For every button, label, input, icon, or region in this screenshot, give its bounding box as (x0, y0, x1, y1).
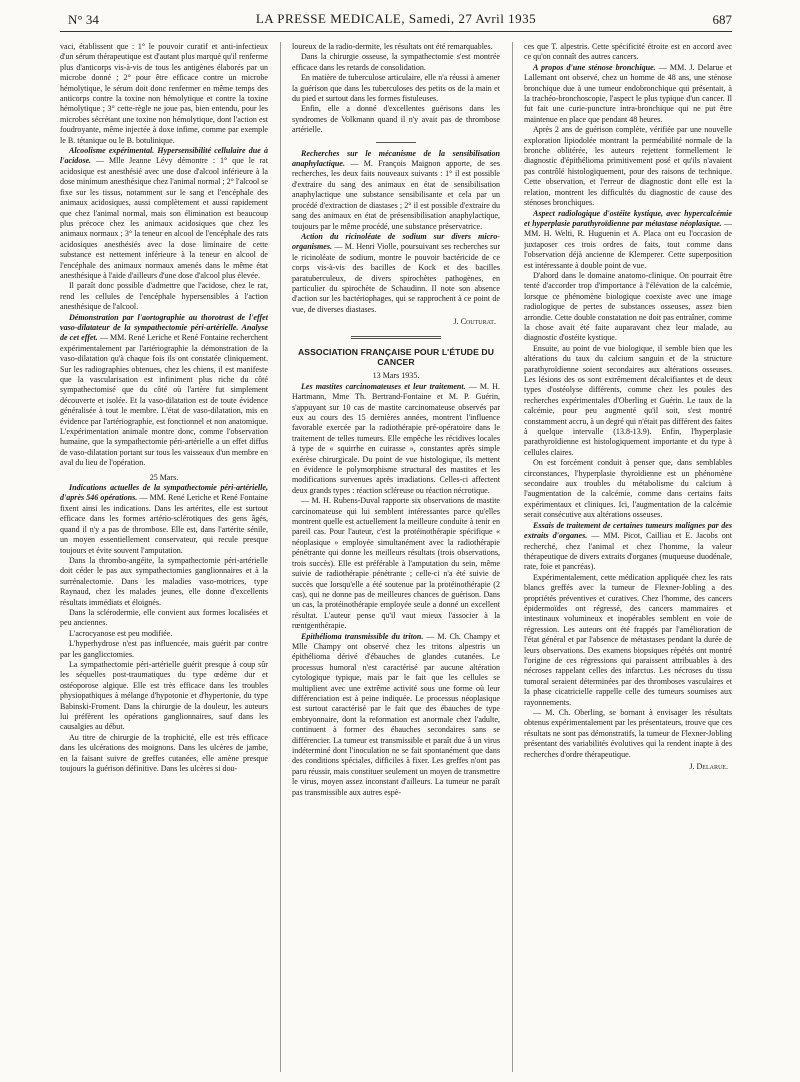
body-paragraph: L'hyperhydrose n'est pas influencée, mais guérit par contre par les ganglicctomies. (60, 639, 268, 659)
abstract-paragraph (60, 146, 268, 281)
body-paragraph: Au titre de chirurgie de la trophicité, elle est très efficace dans les ulcérations des moignons. Dans les ulcères de jambe, en la faisant suivre de greffes cutanées, elle amène presque toujours la guérison définitive. Dans les ulcères si dou- (60, 732, 268, 774)
body-paragraph: L'acrocyanose est peu modifiée. (69, 628, 173, 638)
section-heading: ASSOCIATION FRANÇAISE POUR L'ÉTUDE DU CANCER (297, 346, 495, 367)
body-paragraph: Après 2 ans de guérison complète, vérifiée par une nouvelle exploration lipiodolée montrant la perméabilité normale de la bronche oblitérée, les auteurs rejettent formellement le diagnostic d'épithélioma primitivement posé et qu'ils n'avaient pas contrôlé histologiquement, pour des raisons de technique. Cette observation, et l'erreur de diagnostic dont elle est la relation, montrent les difficultés du diagnostic de cause des sténoses bronchiques. (524, 125, 732, 208)
abstract-body: — MM. René Leriche et René Fontaine fixent ainsi les indications. Dans les artérites, elle est surtout efficace dans les formes artério-sclérotiques des gens âgés, quand il n'y a pas de thrombose. Elle est, dans l'artérite sénile, un moyen essentiellement conservateur, qui recule presque toujours et évite souvent l'amputation. (60, 493, 268, 555)
body-paragraph: On est forcément conduit à penser que, dans semblables circonstances, l'hyperplasie thyroïdienne est un phénomène secondaire aux troubles du métabolisme du calcium à l'augmentation de la calcémie, comme dans certains faits expérimentaux et cliniques. Ici, l'augmentation de la calcémie serait consécutive aux altérations osseuses. (524, 458, 732, 520)
abstract-paragraph (524, 209, 732, 271)
header-rule (60, 31, 732, 32)
abstract-body: — M. H. Hartmann, Mme Th. Bertrand-Fontaine et M. P. Guérin, s'appuyant sur 10 cas de mastite carcinomateuse observés par eux au cours des 15 dernières années, montrent l'influence favorable exercée par la radiothérapie pré-opératoire dans le traitement de telles tumeurs. Elle empêche les récidives locales à type de « squirrhe en cuirasse », constantes après simple exérèse chirurgicale. Du point de vue histologique, ils mettent en évidence le polymorphisme structural des mastites et les modifications survenues après irradiations. Celles-ci affectent deux grands types : réaction scléreuse ou réaction nécrotique. (292, 381, 500, 495)
abstract-title: A propos d'une sténose bronchique. (533, 62, 656, 72)
body-paragraph: Dans la thrombo-angéite, la sympathectomie péri-artérielle doit céder le pas aux sympathectomies ganglionnaires et à la surrénalectomie. Dans les maladies vaso-motrices, type Raynaud, chez les malades jeunes, elle donne d'excellents résultats immédiats et éloignés. (60, 555, 268, 607)
body-paragraph: ces que T. alpestris. Cette spécificité étroite est en accord avec ce qu'on connaît des autres cancers. (524, 42, 732, 62)
body-paragraph: D'abord dans le domaine anatomo-clinique. On pourrait être tenté d'accorder trop d'importance à l'élévation de la calcémie, lorsque ce phénomène biologique coexiste avec une image radiologique de pertes de substances osseuses, assez bien arrondie. Cette double constatation ne doit pas entraîner, comme la chose avait été faite auparavant chez leur malade, au diagnostic d'ostéite kystique. (524, 270, 732, 343)
abstract-paragraph (60, 483, 268, 556)
abstract-title: Action du ricinoléate de sodium sur divers micro-organismes. (292, 231, 500, 252)
column-divider (280, 42, 281, 1072)
body-paragraph: Ensuite, au point de vue biologique, il semble bien que les altérations du taux du calcium sanguin et de la structure parathyroïdienne soient secondaires aux altérations osseuses. Les lésions des os sont extrêmement décalcifiantes et de deux types d'ostéolyse différents, comme chez les poules des recherches expérimentales d'Oberling et Guérin. Le taux de la calcémie, pour peu augmenté qu'il soit, s'est montré constamment accru, à un degré qui n'était pas différent des faites à quelque intervalle (13.8-13.9). Enfin, l'hyperplasie parathyroïdienne est histologiquement importante et du type à cellules claires. (524, 343, 732, 457)
abstract-title: Alcoolisme expérimental. Hypersensibilité cellulaire due à l'acidose. (60, 146, 268, 166)
abstract-paragraph (524, 521, 732, 573)
abstract-paragraph (292, 232, 500, 315)
column-3 (524, 42, 732, 1072)
abstract-body: — MM. Picot, Cailliau et E. Jacobs ont recherché, chez l'animal et chez l'homme, la valeur thérapeutique de divers extraits d'organes (muqueuse duodénale, rate, foie et pancréas). (524, 531, 732, 572)
abstract-body: — Mlle Jeanne Lévy démontre : 1° que le rat acidosique est anesthésié avec une dose d'alcool inférieure à la dose minimum anesthésique chez l'animal normal ; 2° l'alcool se fixe sur les tissus, notamment sur le sang et l'encéphale des animaux acidosiques, aussi complètement et aussi rapidement que chez l'animal normal, mais son élimination est beaucoup plus précoce chez les animaux acidosiques que chez les animaux normaux ; 3° la teneur en alcool de l'encéphale des rats acidosiques anesthésiés avec la dose liminaire de cette substance est nettement inférieure à la teneur en alcool de l'encéphale des animaux normaux amenés dans le même état anesthésique à l'aide d'ailleurs d'une dose d'alcool plus élevée. (60, 156, 268, 280)
body-paragraph: Il paraît donc possible d'admettre que l'acidose, chez le rat, rend les cellules de l'encéphale hypersensibles à l'action anesthésique de l'alcool. (60, 281, 268, 312)
abstract-body: — M. Henri Violle, poursuivant ses recherches sur le ricinoléate de sodium, montre le pouvoir bactéricide de ce corps vis-à-vis des bacilles de Kock et des bacilles paratuberculeux, de divers spirochètes pathogènes, en particulier du spirochète de Schaudinn. Il note son absence d'action sur les bactériophages, qui se rapprochent à ce point de vue, de diverses diastases. (292, 242, 500, 314)
session-date: 13 Mars 1935. (372, 371, 420, 381)
abstract-paragraph (60, 313, 268, 469)
abstract-body: — M. François Maignon apporte, de ses recherches, les deux faits nouveaux suivants : 1° il est possible d'extraire du sang des animaux en état de sensibilisation anaphylactique une substance sensibilisante et cela par un procédé d'extraction de diastases ; 2° il est possible d'extraire du sang des animaux en état de présensibilisation anaphylactique, toujours par le même procédé, une substance préservatrice. (292, 159, 500, 231)
double-rule (351, 336, 441, 339)
column-1 (60, 42, 268, 1072)
abstract-title: Aspect radiologique d'ostéite kystique, avec hypercalcémie et hyperplasie parathyroïdienne par métastase néoplasique. (524, 208, 732, 228)
signature: J. Couturat. (453, 317, 496, 327)
body-paragraph: Enfin, elle a donné d'excellentes guérisons dans les syndromes de Volkmann quand il n'y avait pas de thrombose artérielle. (292, 104, 500, 135)
abstract-title: Indications actuelles de la sympathectomie péri-artérielle, d'après 546 opérations. (60, 483, 268, 503)
abstract-paragraph (292, 382, 500, 496)
page-number: 687 (712, 12, 732, 27)
abstract-paragraph (524, 63, 732, 125)
body-paragraph: loureux de la radio-dermite, les résultats ont été remarquables. (292, 42, 493, 51)
abstract-title: Essais de traitement de certaines tumeurs malignes par des extraits d'organes. (524, 520, 732, 541)
body-paragraph: vaci, établissent que : 1° le pouvoir curatif et anti-infectieux d'un sérum thérapeutique est d'autant plus marqué qu'il renferme plus d'anticorps vis-à-vis de tous les antigènes élaborés par un microbe donné ; 2° pour être efficace contre un microbe hémolytique, le sérum doit donc renfermer en même temps des anticorps contre la toxine non hémolytique et contre la toxine hémolytique ; 3° cette-règle ne joue pas, bien entendu, pour les microbes sécrétant une toxine non hémolytique, dont l'action est foudroyante, même injectée à doxe infime, comme par exemple le B. tétanique ou le B. botulinique. (60, 42, 268, 145)
body-paragraph: Dans la sclérodermie, elle convient aux formes localisées et peu anciennes. (60, 607, 268, 628)
abstract-body: — MM. J. Delarue et Lallemant ont observé, chez un homme de 48 ans, une sténose bronchique due à une tumeur endobronchique qui présentait, à la trachéo-bronchoscopie, l'aspect le plus typique d'un cancer. Il fut fait une curie-puncture intra-bronchique qui ne put être maintenue en place que pendant 48 heures. (524, 62, 732, 124)
abstract-paragraph (292, 632, 500, 799)
abstract-title: Démonstration par l'aortographie au thorotrast de l'effet vaso-dilatateur de la sympathectomie péri-artérielle. Analyse de cet effet. (60, 312, 268, 343)
column-2 (292, 42, 500, 1072)
signature: J. Delarue. (689, 762, 728, 772)
abstract-body: — M. Ch. Champy et Mlle Champy ont observé chez les tritons alpestris un épithélioma dérivé d'ébauches de glandes cutanées. Le processus humoral n'est caractérisé par aucune altération cytologique typique, mais par le fait que les cellules se multiplient avec une extrême activité sous une forme où leur différenciation est à peine indiquée. Le processus néoplasique est surtout caractérisé par le fait que des ébauches de type embryonnaire, dont la reformation est anormale chez l'adulte, continuent à former des ébauches secondaires sans se différencier. La tumeur est transmissible et paraît due à un virus indéterminé dont l'inoculation ne se fait spontanément que dans des conditions spéciales, difficiles à fixer. Les greffes n'ont pas paru réussir, mais constituer seulement un moyen de transmettre le virus, moyen assez inconstant d'ailleurs. La tumeur ne paraît pas transmissible aux autres espè- (292, 631, 500, 797)
column-divider (512, 42, 513, 1072)
body-paragraph: — M. Ch. Oberling, se bornant à envisager les résultats obtenus expérimentalement par les présentateurs, trouve que ces résultats ne sont pas démonstratifs, la tumeur de Flexner-Jobling présentant des variabilités évolutives qui la rendent inapte à des recherches d'ordre thérapeutique. (524, 708, 732, 759)
running-header (60, 10, 732, 32)
body-paragraph: La sympathectomie péri-artérielle guérit presque à coup sûr les séquelles post-traumatiques du type œdème dur et ostéoporose algique. Elle est très efficace dans les troubles physiopathiques à mélange d'hypotonie et d'hypertonie, du type Babinski-Froment. Dans la chirurgie de la douleur, les auteurs lui préfèrent les opérations ganglionnaires, sauf dans les causalgies au début. (60, 659, 268, 732)
abstract-paragraph (292, 149, 500, 232)
body-paragraph: Dans la chirurgie osseuse, la sympathectomie s'est montrée efficace dans les retards de consolidation. (292, 52, 500, 72)
abstract-title: Recherches sur le mécanisme de la sensibilisation anaphylactique. (292, 148, 500, 169)
abstract-body: — MM. H. Welti, R. Huguenin et A. Placa ont eu l'occasion de juxtaposer ces trois ordres de faits, tout comme dans l'observation déjà ancienne de Klemperer. Cette superposition est intéressante à double point de vue. (524, 218, 732, 270)
abstract-title: Les mastites carcinomateuses et leur traitement. (301, 381, 466, 391)
body-paragraph: Expérimentalement, cette médication appliquée chez les rats blancs greffés avec la tumeur de Flexner-Jobling a des propriétés préventives et curatives. Chez l'homme, des cancers épidermoïdes ont régressé, des cancers mammaires et intestinaux volumineux et inopérables semblent en voie de régression. Les auteurs ont été frappés par l'amélioration de l'état général et par l'absence de métastases pendant la durée de leurs observations. Des examens biopsiques répétés ont montré l'origine de ces régressions qui paraissent attribuables à des nécroses rappelant celles des infarctus. Les nécroses du tissu tumoral seraient déterminées par des thromboses vasculaires et la phase cicatricielle rappelle celle des tumeurs soumises aux rayonnements. (524, 572, 732, 707)
abstract-body: — MM. René Leriche et René Fontaine recherchent expérimentalement par l'artériographie la démonstration de la vaso-dilatation qu'à chaque fois ils ont constatée cliniquement. Sur les radiographies obtenues, chez les chiens, il est manifeste que la vascularisation est infiniment plus riche du côté sympathectomisé que du côté où l'artère fut simplement découverte et isolée. Et la vaso-dilatation est de toute évidence généralisée à tout le membre. L'état de vaso-dilatation, mis en évidence par l'artériographie, est fonctionnel et non anatomique. L'expérimentation animale montre donc, comme l'observation humaine, que la sympathectomie péri-artérielle a un effet diffus de vaso-dilatation portant sur tous les vaisseaux d'un membre en aval du lieu de l'opération. (60, 333, 268, 468)
issue-number: N° 34 (68, 12, 99, 27)
abstract-title: Epithélioma transmissible du triton. (301, 631, 424, 641)
journal-title: LA PRESSE MEDICALE, Samedi, 27 Avril 1935 (255, 11, 537, 26)
body-paragraph: — M. H. Rubens-Duval rapporte six observations de mastite carcinomateuse qui lui semblent intéressantes parce qu'elles montrent quelle est actuellement la meilleure conduite à tenir en pareil cas. Pour l'auteur, c'est la protéinothérapie spécifique « néoplasique » employée simultanément avec la radiothérapie pénétrante qui donne les meilleurs résultats (trois observations, trois succès). Elle est préférable à l'amputation du sein, même suivie de radiothérapie pénétrante ; celle-ci n'a été suivie de succès que lorsqu'elle a été soutenue par la protéinothérapie (2 cas), qui ne donne pas de meilleures chances de guérison. Dans un cas, la protéinothérapie employée seule a donné un excellent résultat. L'auteur pense qu'il vaut mieux l'associer à la rœntgenthérapie. (292, 496, 500, 631)
session-date: 25 Mars. (149, 472, 179, 482)
section-separator (376, 142, 416, 143)
body-paragraph: En matière de tuberculose articulaire, elle n'a réussi à amener la guérison que dans les tuberculoses des petits os de la main et du pied et surtout dans les formes fistuleuses. (292, 73, 500, 104)
